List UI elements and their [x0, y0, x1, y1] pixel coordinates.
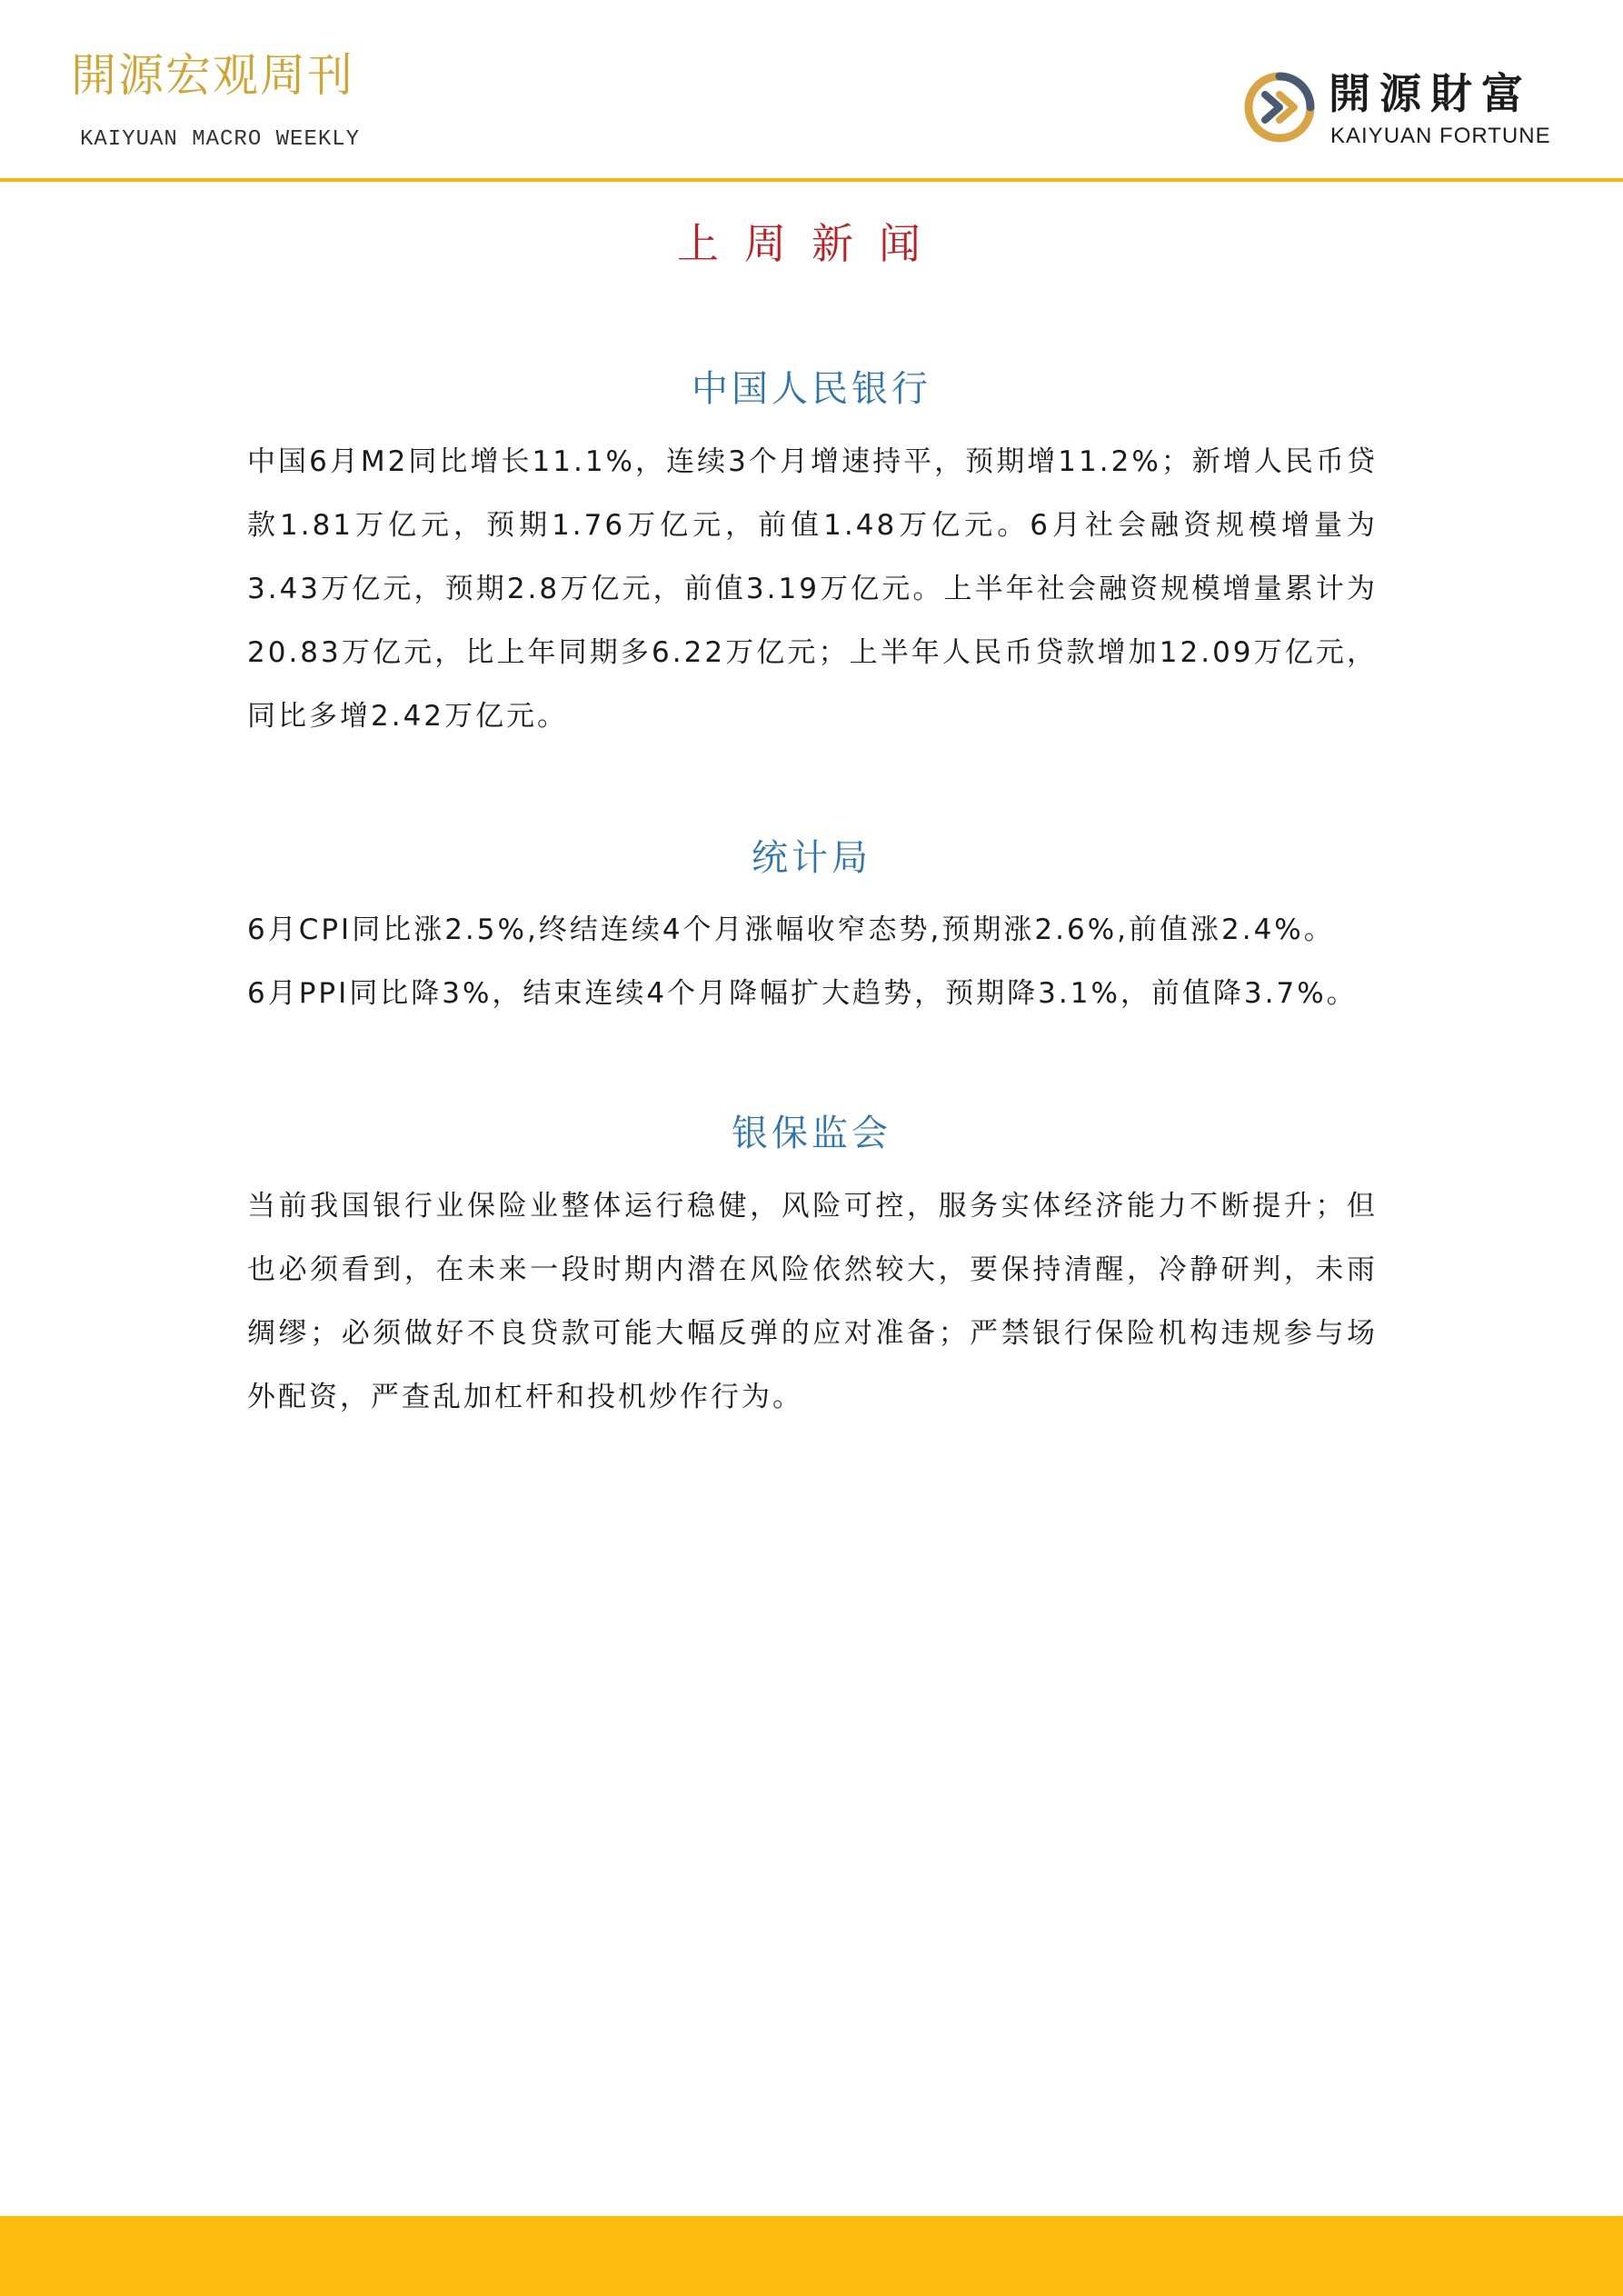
publication-title: 開源宏观周刊 — [71, 49, 354, 102]
section-body-cbirc — [247, 1174, 1378, 1429]
section-title-pboc: 中国人民银行 — [692, 368, 931, 410]
paragraph: 6月CPI同比涨2.5%,终结连续4个月涨幅收窄态势,预期涨2.6%,前值涨2.4%。 — [247, 913, 1335, 946]
section-title-stats-bureau: 统计局 — [752, 837, 871, 879]
brand-logo — [1243, 71, 1552, 162]
page-heading: 上周新闻 — [677, 219, 946, 268]
paragraph: 6月PPI同比降3%，结束连续4个月降幅扩大趋势，预期降3.1%，前值降3.7%。 — [247, 977, 1358, 1010]
section-body-stats-bureau — [247, 898, 1378, 1025]
logo-text-cn: 開源財富 — [1329, 69, 1532, 118]
kaiyuan-logo-icon — [1243, 71, 1316, 144]
logo-text-en: KAIYUAN FORTUNE — [1330, 124, 1551, 148]
publication-subtitle: KAIYUAN MACRO WEEKLY — [80, 127, 361, 152]
header-divider — [0, 178, 1623, 182]
section-title-cbirc: 银保监会 — [732, 1113, 891, 1154]
paragraph: 中国6月M2同比增长11.1%，连续3个月增速持平，预期增11.2%；新增人民币贷款1.81万亿元，预期1.76万亿元，前值1.48万亿元。6月社会融资规模增量为3.43万亿元，预期2.8万亿元，前值3.19万亿元。上半年社会融资规模增量累计为20.83万亿元，比上年同期多6.22万亿元；上半年人民币贷款增加12.09万亿元，同比多增2.42万亿元。 — [247, 445, 1378, 733]
footer-band — [0, 2216, 1623, 2296]
page-header — [0, 0, 1623, 182]
paragraph: 当前我国银行业保险业整体运行稳健，风险可控，服务实体经济能力不断提升；但也必须看到，在未来一段时期内潜在风险依然较大，要保持清醒，冷静研判，未雨绸缪；必须做好不良贷款可能大幅反弹的应对准备；严禁银行保险机构违规参与场外配资，严查乱加杠杆和投机炒作行为。 — [247, 1190, 1378, 1413]
section-body-pboc — [247, 430, 1378, 748]
